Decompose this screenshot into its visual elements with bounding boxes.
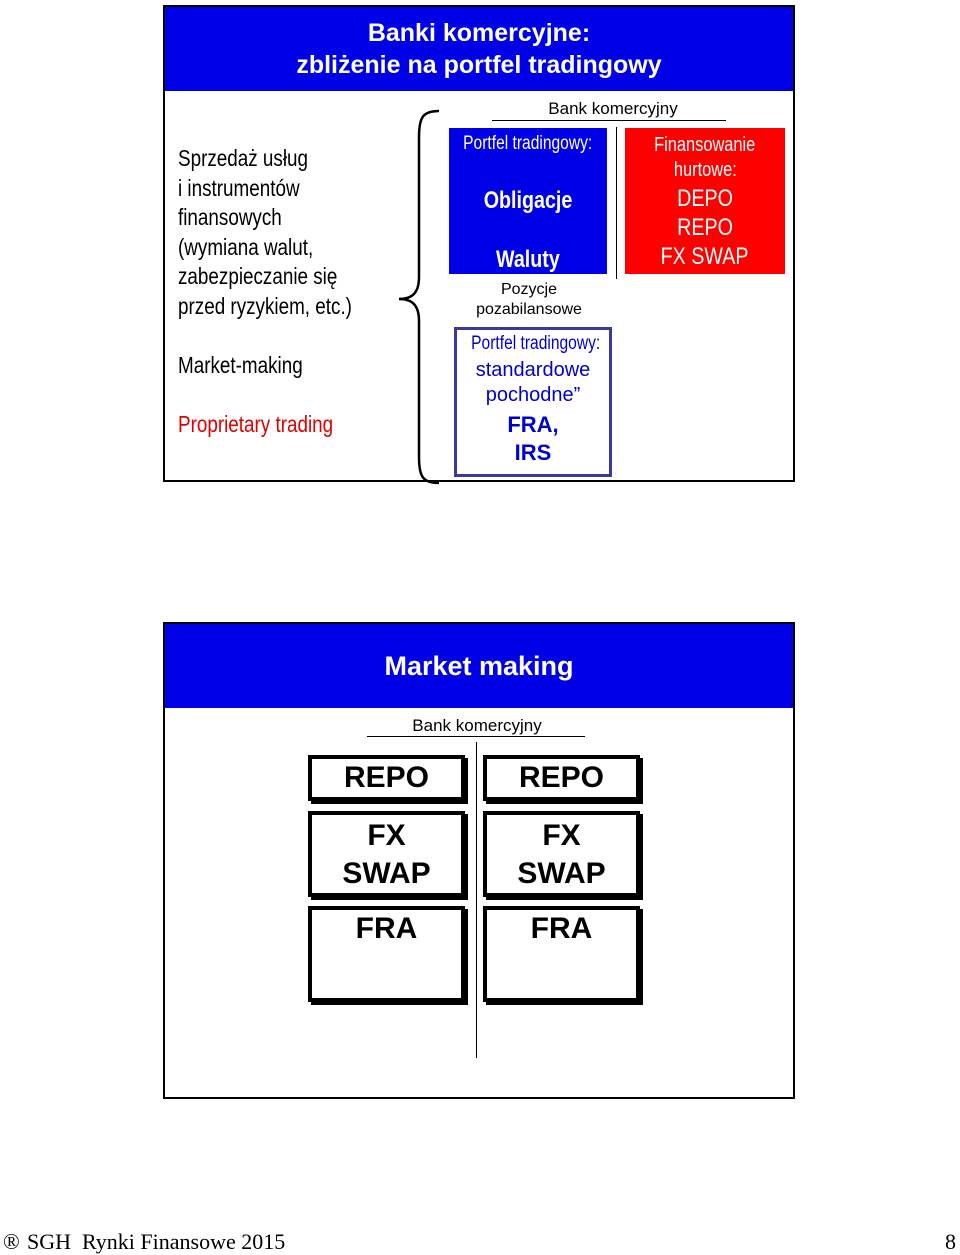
services-line: i instrumentów [178, 174, 300, 201]
right-fra-box [483, 906, 640, 1002]
right-repo-label: REPO [518, 761, 605, 794]
off-balance-line: pozabilansowe [476, 301, 582, 318]
trading-portfolio-heading: Portfel tradingowy: [463, 133, 593, 154]
left-swap-label: SWAP [342, 857, 431, 890]
right-swap-label: SWAP [517, 857, 606, 890]
irs-label: IRS [514, 440, 552, 465]
left-fra-label: FRA [355, 912, 418, 945]
footer-text: SGH Rynki Finansowe 2015 [27, 1229, 286, 1254]
services-line: zabezpieczanie się [178, 263, 338, 289]
slide-title [165, 7, 793, 91]
left-fx-label: FX [367, 819, 406, 852]
slide-title: Market making [165, 624, 793, 708]
derivatives-line1: standardowe [475, 359, 591, 381]
trading-portfolio-box [449, 128, 607, 274]
bank-divider [616, 127, 617, 279]
services-line: finansowych [178, 204, 282, 230]
proprietary-trading-label [178, 410, 367, 440]
registered-icon: ® [3, 1229, 20, 1254]
left-fra-box [308, 906, 465, 1002]
right-fx-label: FX [542, 819, 581, 852]
page-number: 8 [945, 1229, 956, 1254]
services-text [178, 144, 390, 321]
left-fx-swap-box [308, 811, 465, 897]
curly-brace-icon [395, 107, 445, 487]
off-balance-label [449, 280, 609, 320]
fra-label: FRA, [507, 412, 559, 437]
depo-label: DEPO [677, 185, 733, 212]
currencies-label: Waluty [496, 246, 560, 273]
services-line: przed ryzykiem, etc.) [178, 292, 352, 319]
services-line: (wymiana walut, [178, 233, 314, 260]
title-line-2: zbliżenie na portfel tradingowy [296, 51, 662, 79]
fx-swap-label: FX SWAP [661, 243, 749, 270]
left-repo-label: REPO [343, 761, 430, 794]
slide-market-making [163, 622, 795, 1099]
funding-line1: Finansowanie [654, 134, 756, 156]
bonds-label: Obligacje [483, 187, 573, 214]
bank-underline [367, 736, 585, 737]
market-making-label [178, 351, 330, 381]
bank-divider [476, 742, 477, 1058]
bank-label: Bank komercyjny [412, 716, 542, 735]
market-making-text: Market-making [178, 352, 303, 378]
right-repo-box [483, 755, 640, 801]
left-repo-box [308, 755, 465, 801]
right-fra-label: FRA [530, 912, 593, 945]
derivatives-box [454, 327, 612, 477]
repo-label: REPO [677, 214, 733, 241]
slide-trading-portfolio [163, 5, 795, 482]
derivatives-line2: pochodne” [485, 384, 581, 406]
bank-underline [492, 120, 726, 121]
funding-line2: hurtowe: [673, 159, 737, 181]
page-footer [0, 1228, 960, 1255]
services-line: Sprzedaż usług [178, 145, 309, 171]
derivatives-heading: Portfel tradingowy: [471, 333, 601, 354]
right-fx-swap-box [483, 811, 640, 897]
title-line-1: Banki komercyjne: [367, 19, 591, 47]
proprietary-trading-text: Proprietary trading [178, 411, 334, 437]
off-balance-line: Pozycje [500, 281, 558, 298]
bank-label: Bank komercyjny [548, 99, 678, 118]
wholesale-funding-box [625, 128, 785, 274]
